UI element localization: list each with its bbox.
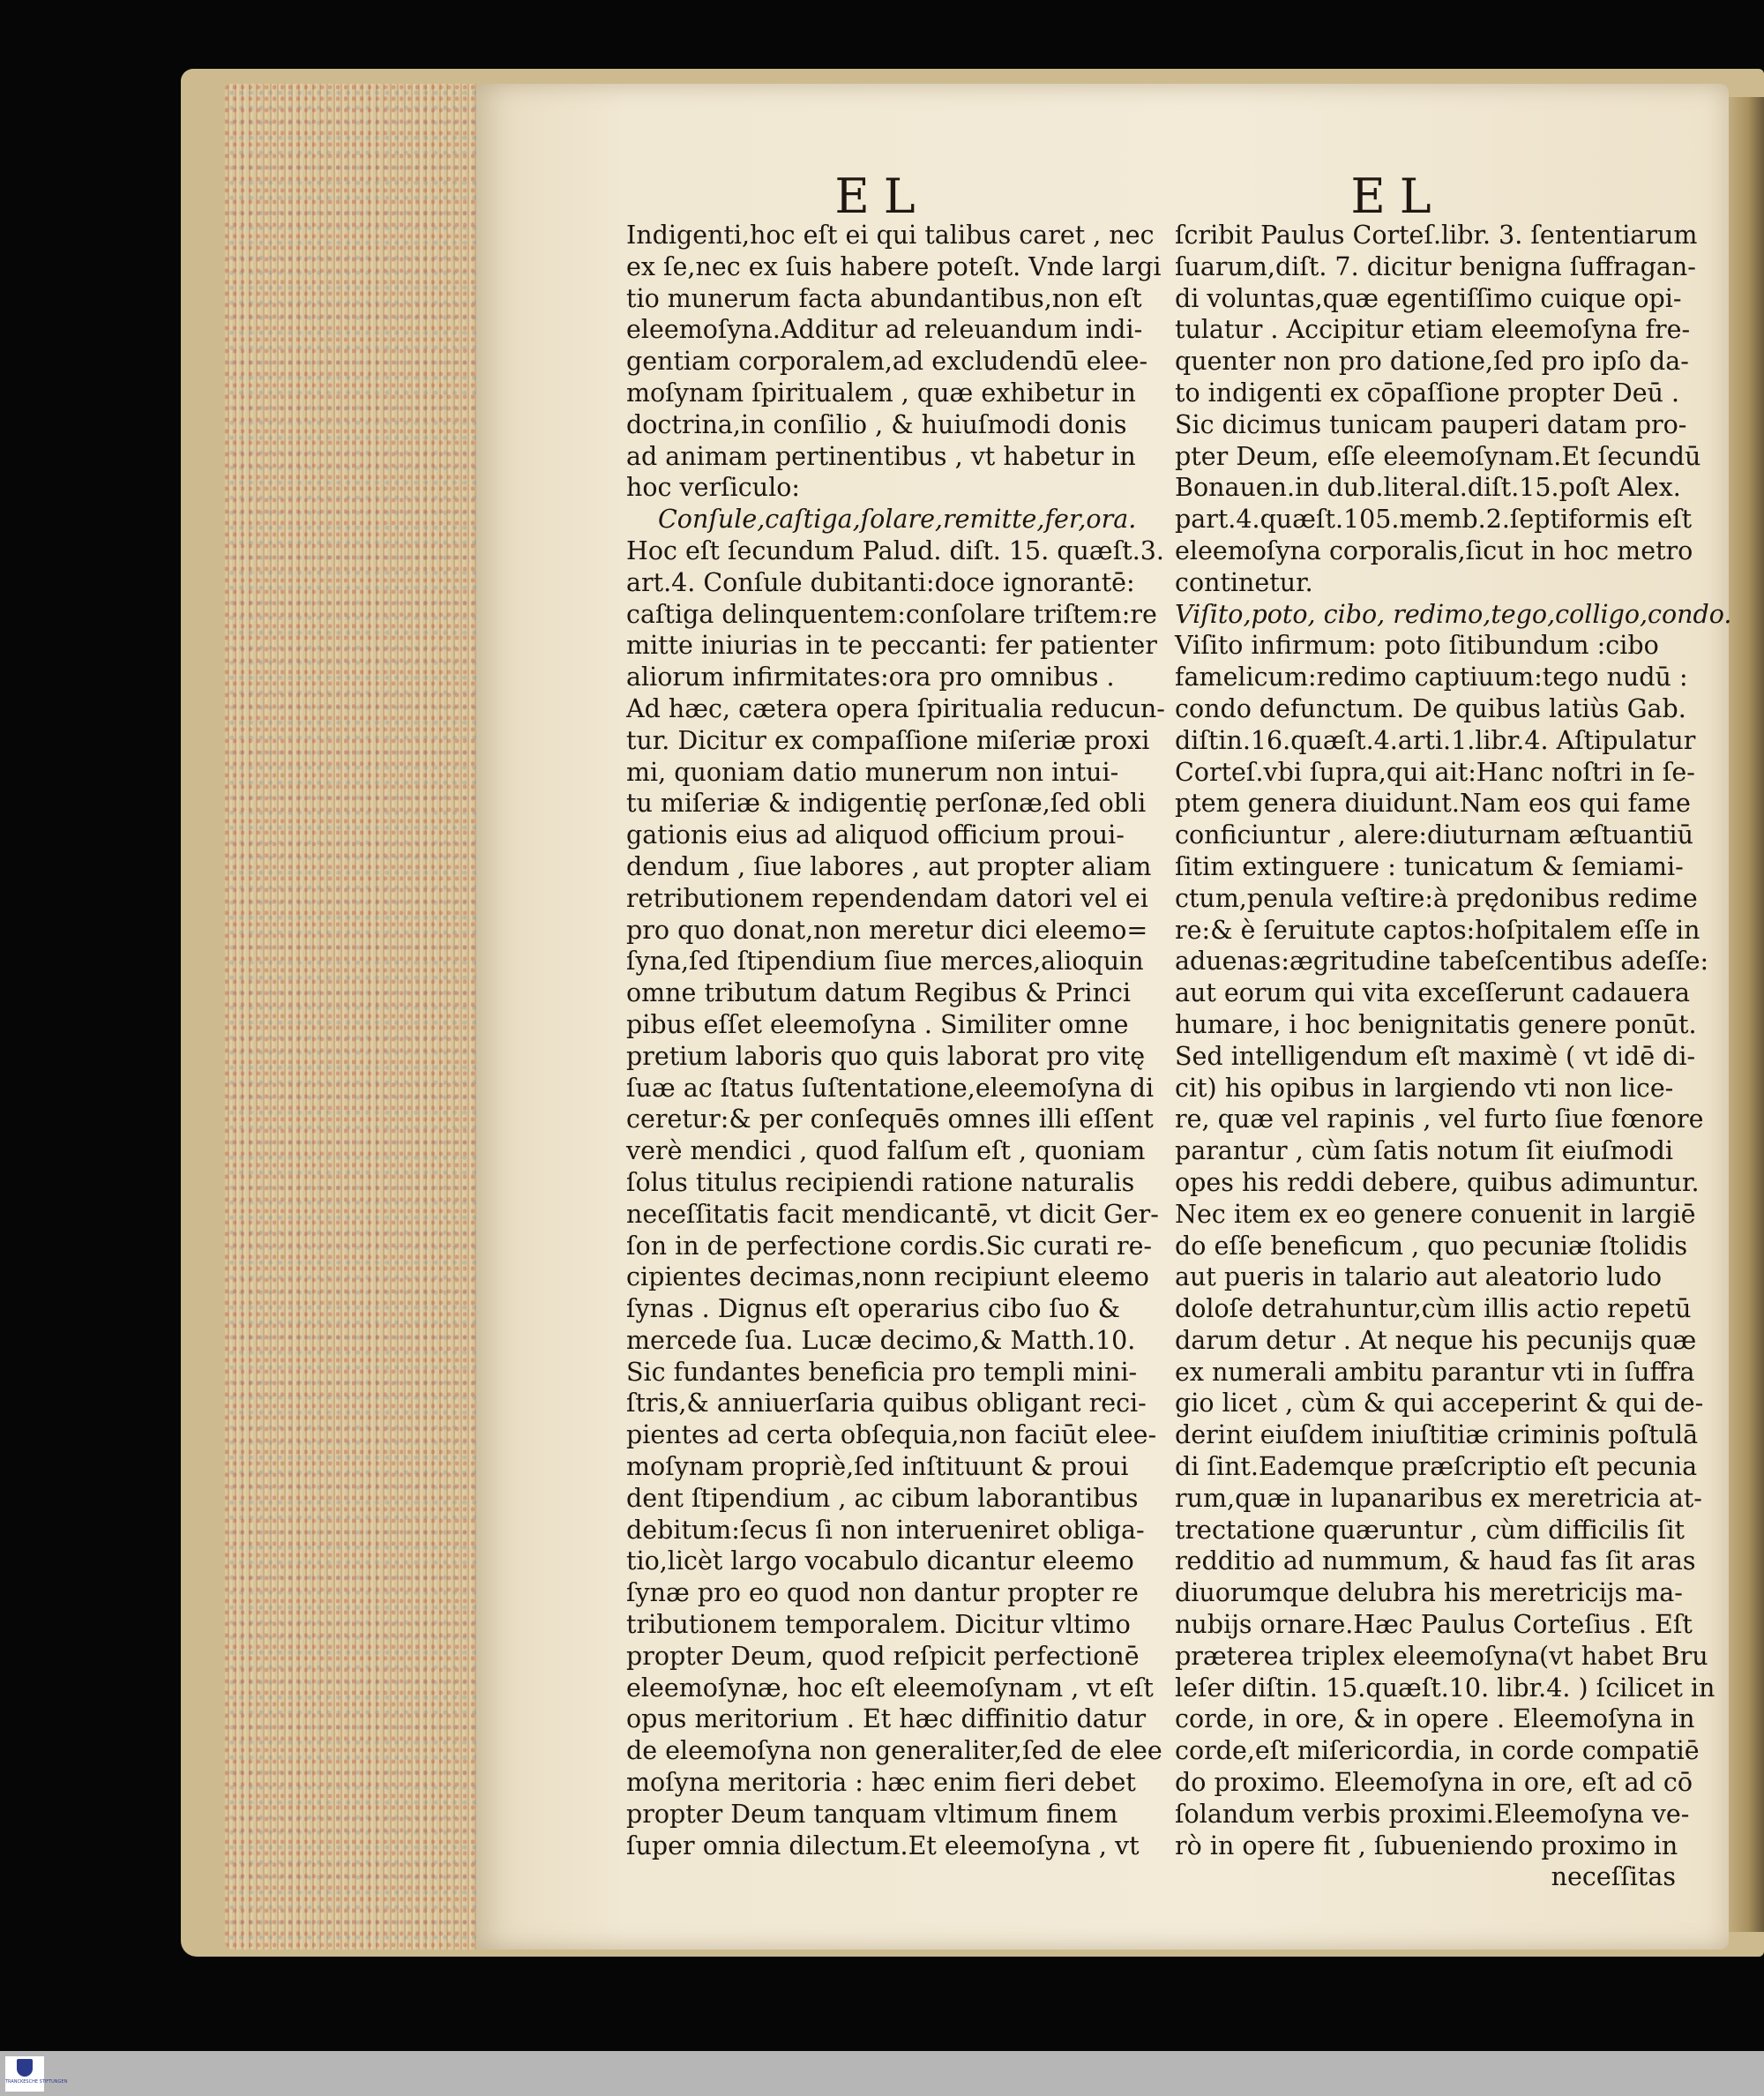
text-line: ſon in de perfectione cordis.Sic curati re- [626,1231,1153,1261]
text-line: mi, quoniam datio munerum non intui- [626,757,1119,787]
text-line: verè mendici , quod falſum eſt , quoniam [626,1136,1146,1166]
text-line: dent ſtipendium , ac cibum laborantibus [626,1483,1139,1513]
text-line: caſtiga delinquentem:conſolare triſtem:re [626,599,1157,629]
text-line: pretium laboris quo quis laborat pro vitę [626,1041,1146,1071]
text-line: ſtris,& anniuerſaria quibus obligant reci- [626,1389,1147,1419]
text-line: quenter non pro datione,ſed pro ipſo da- [1175,347,1689,377]
text-line: corde,eſt miſericordia, in corde compatiē [1175,1736,1700,1766]
book-page [476,84,1732,1950]
text-line: cipientes decimas,nonn recipiunt eleemo [626,1262,1149,1292]
text-line: præterea triplex eleemoſyna(vt habet Bru [1175,1641,1708,1671]
text-line: ex ſe,nec ex ſuis habere poteſt. Vnde largi [626,251,1162,281]
text-line: famelicum:redimo captiuum:tego nudū : [1175,662,1688,692]
text-line: aduenas:ægritudine tabeſcentibus adeſſe: [1175,947,1709,977]
library-logo [5,2056,68,2092]
text-line: ſuæ ac ſtatus ſuſtentatione,eleemoſyna di [626,1073,1155,1103]
text-line: gentiam corporalem,ad excludendū elee- [626,347,1148,377]
text-line: ſuper omnia dilectum.Et eleemoſyna , vt [626,1830,1140,1860]
text-line: ctum,penula veſtire:à prędonibus redime [1175,883,1698,913]
text-line: mitte iniurias in te peccanti: fer patienter [626,631,1157,661]
text-line: condo defunctum. De quibus latiùs Gab. [1175,693,1686,723]
text-line: propter Deum, quod reſpicit perfectionē [626,1641,1140,1671]
shield-icon [17,2059,33,2077]
text-line: mercede ſua. Lucæ decimo,& Matth.10. [626,1325,1136,1355]
running-head-right: EL [1350,168,1446,224]
text-line: retributionem rependendam datori vel ei [626,883,1148,913]
text-line: opes his reddi debere, quibus adimuntur. [1175,1167,1700,1197]
text-line: parantur , cùm ſatis notum ſit eiuſmodi [1175,1136,1674,1166]
text-line: pter Deum, eſſe eleemoſynam.Et ſecundū [1175,441,1701,471]
text-line: ptem genera diuidunt.Nam eos qui fame [1175,789,1691,819]
text-line: ſynæ pro eo quod non dantur propter re [626,1578,1139,1608]
text-line: ſynas . Dignus eſt operarius cibo ſuo & [626,1294,1121,1324]
text-line: pientes ad certa obſequia,non faciūt elee- [626,1420,1157,1450]
text-line: derint eiuſdem iniuſtitiæ criminis poſtulā [1175,1420,1699,1450]
text-line: ſitim extinguere : tunicatum & ſemiami- [1175,851,1684,881]
text-line: rò in opere fit , ſubueniendo proximo in [1175,1830,1678,1860]
text-line: Viſito infirmum: poto ſitibundum :cibo [1175,631,1659,661]
text-line: eleemoſyna.Additur ad releuandum indi- [626,315,1143,345]
text-line: ſyna,ſed ſtipendium ſiue merces,alioquin [626,947,1144,977]
text-line: humare, i hoc benignitatis genere ponūt. [1175,1009,1697,1039]
text-line: cit) his opibus in largiendo vti non lice- [1175,1073,1674,1103]
text-line: ceretur:& per conſequēs omnes illi eſſent [626,1104,1154,1134]
text-line: aut eorum qui vita exceſſerunt cadauera [1175,978,1691,1008]
text-line: to indigenti ex cōpaſſione propter Deū . [1175,378,1680,408]
text-line: opus meritorium . Et hæc diffinitio datur [626,1704,1147,1734]
text-line: darum detur . At neque his pecunijs quæ [1175,1325,1697,1355]
text-line: ex numerali ambitu parantur vti in ſuffra [1175,1357,1695,1387]
text-line: dendum , ſiue labores , aut propter aliam [626,851,1152,881]
running-head-left: EL [834,168,930,224]
text-line: redditio ad nummum, & haud fas ſit aras [1175,1546,1696,1576]
text-line: part.4.quæſt.105.memb.2.ſeptiformis eſt [1175,505,1693,535]
text-line: rum,quæ in lupanaribus ex meretricia at- [1175,1483,1702,1513]
text-line: Hoc eſt ſecundum Palud. diſt. 15. quæſt.3. [626,535,1164,565]
text-line: ſolandum verbis proximi.Eleemoſyna ve- [1175,1799,1690,1829]
text-line: ſcribit Paulus Corteſ.libr. 3. ſententiarum [1175,221,1698,250]
text-line: Indigenti,hoc eſt ei qui talibus caret , nec [626,221,1155,250]
text-line: pro quo donat,non meretur dici eleemo= [626,915,1148,945]
text-line: di ſint.Eademque præſcriptio eſt pecunia [1175,1452,1698,1482]
text-line: tur. Dicitur ex compaſſione miſeriæ proxi [626,725,1150,755]
text-line: nubijs ornare.Hæc Paulus Corteſius . Eſt [1175,1610,1693,1640]
text-line: debitum:ſecus ſi non interueniret obliga- [626,1515,1145,1545]
text-line: diuorumque delubra his meretricijs ma- [1175,1578,1683,1608]
text-line: ſolus titulus recipiendi ratione naturalis [626,1167,1135,1197]
text-line: ad animam pertinentibus , vt habetur in [626,441,1136,471]
text-line: moſyna meritoria : hæc enim fieri debet [626,1768,1136,1798]
verse-line: Conſule,caſtiga,ſolare,remitte,fer,ora. [658,505,1137,535]
text-line: conficiuntur , alere:diuturnam æſtuantiū [1175,820,1693,850]
text-column-right [1175,220,1732,1893]
text-line: trectatione quæruntur , cùm difficilis ſit [1175,1515,1685,1545]
text-line: propter Deum tanquam vltimum finem [626,1799,1118,1829]
text-line: aliorum infirmitates:ora pro omnibus . [626,662,1115,692]
text-line: di voluntas,quæ egentiſſimo cuique opi- [1175,283,1682,313]
text-line: eleemoſyna corporalis,ſicut in hoc metro [1175,535,1693,565]
text-line: eleemoſynæ, hoc eſt eleemoſynam , vt eſt [626,1673,1154,1703]
text-line: tulatur . Accipitur etiam eleemoſyna fre- [1175,315,1691,345]
text-line: tio,licèt largo vocabulo dicantur eleemo [626,1546,1134,1576]
text-line: moſynam propriè,ſed inſtituunt & proui [626,1452,1129,1482]
text-line: Sic fundantes beneficia pro templi mini- [626,1357,1138,1387]
text-line: continetur. [1175,567,1313,597]
text-line: moſynam ſpiritualem , quæ exhibetur in [626,378,1136,408]
next-page-edge [1724,97,1764,1932]
text-line: Ad hæc, cætera opera ſpiritualia reducun- [626,693,1165,723]
catchword: neceſſitas [1551,1862,1676,1892]
text-line: do proximo. Eleemoſyna in ore, eſt ad cō [1175,1768,1693,1798]
text-line: tributionem temporalem. Dicitur vltimo [626,1610,1131,1640]
text-line: Sic dicimus tunicam pauperi datam pro- [1175,409,1687,439]
text-line: doctrina,in conſilio , & huiuſmodi donis [626,409,1127,439]
verse-line: Viſito,poto, cibo, redimo,tego,colligo,condo. [1175,599,1732,629]
text-line: Bonauen.in dub.literal.diſt.15.poſt Alex. [1175,473,1681,503]
text-line: gationis eius ad aliquod officium proui- [626,820,1125,850]
text-line: leſer diſtin. 15.quæſt.10. libr.4. ) ſcilicet in [1175,1673,1715,1703]
text-line: tu miſeriæ & indigentię perſonæ,ſed obli [626,789,1147,819]
text-line: re, quæ vel rapinis , vel furto ſiue fœnore [1175,1104,1704,1134]
viewer-bottom-bar [0,2051,1764,2096]
text-line: omne tributum datum Regibus & Princi [626,978,1132,1008]
text-line: art.4. Conſule dubitanti:doce ignorantē: [626,567,1135,597]
text-line: diſtin.16.quæſt.4.arti.1.libr.4. Aſtipulatur [1175,725,1696,755]
text-line: Corteſ.vbi ſupra,qui ait:Hanc noſtri in ſe- [1175,757,1695,787]
library-logo-caption: TRANCKESCHE STIFTUNGEN [5,2079,68,2085]
text-line: de eleemoſyna non generaliter,ſed de elee [626,1736,1162,1766]
text-line: neceſſitatis facit mendicantē, vt dicit Ger- [626,1199,1159,1229]
text-line: gio licet , cùm & qui acceperint & qui de- [1175,1389,1704,1419]
text-line: corde, in ore, & in opere . Eleemoſyna in [1175,1704,1695,1734]
text-line: doloſe detrahuntur,cùm illis actio repetū [1175,1294,1692,1324]
text-line: do eſſe beneficum , quo pecuniæ ſtolidis [1175,1231,1688,1261]
text-column-left [626,220,1165,1861]
text-line: re:& è ſeruitute captos:hoſpitalem eſſe in [1175,915,1700,945]
text-line: tio munerum facta abundantibus,non eſt [626,283,1142,313]
text-line: Nec item ex eo genere conuenit in largiē [1175,1199,1696,1229]
text-line: ſuarum,diſt. 7. dicitur benigna ſuffragan- [1175,251,1696,281]
text-line: aut pueris in talario aut aleatorio ludo [1175,1262,1663,1292]
text-line: pibus eſſet eleemoſyna . Similiter omne [626,1009,1129,1039]
page-fore-edge [225,84,476,1950]
text-line: hoc verſiculo: [626,473,800,503]
text-line: Sed intelligendum eſt maximè ( vt idē di- [1175,1041,1696,1071]
